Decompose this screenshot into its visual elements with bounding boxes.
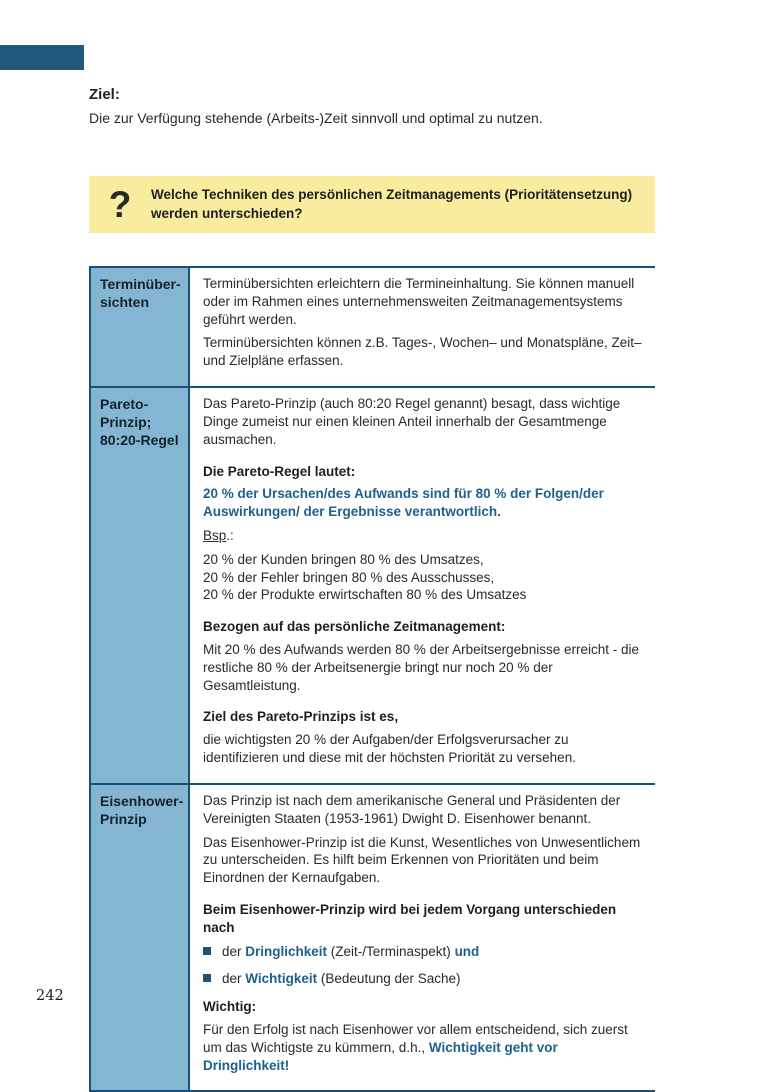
list-item <box>203 943 643 961</box>
term-line: Terminüber- <box>100 276 181 292</box>
page-number: 242 <box>36 988 64 1004</box>
definition-cell <box>190 388 655 783</box>
list-item-text: der Dringlichkeit (Zeit-/Terminaspekt) und <box>222 943 480 959</box>
paragraph: Terminübersichten können z.B. Tages-, Wochen– und Monatspläne, Zeit– und Zielpläne erfassen. <box>203 335 642 369</box>
term-cell <box>89 388 190 783</box>
sub-heading: Beim Eisenhower-Prinzip wird bei jedem Vorgang unterschieden nach <box>203 901 617 935</box>
goal-section <box>89 86 655 126</box>
term-line: Eisenhower- <box>100 792 184 809</box>
term-cell <box>89 785 190 1091</box>
paragraph: Für den Erfolg ist nach Eisenhower vor allem entscheidend, sich zuerst um das Wichtigste zu kümmern, d.h., Wichtigkeit geht vor Dringlichkeit! <box>203 1022 628 1073</box>
paragraph: Das Pareto-Prinzip (auch 80:20 Regel genannt) besagt, dass wichtige Dinge zumeist nur einen kleinen Anteil innerhalb der Gesamtmenge ausmachen. <box>203 396 621 447</box>
goal-text: Die zur Verfügung stehende (Arbeits-)Zeit sinnvoll und optimal zu nutzen. <box>89 110 543 126</box>
principles-table <box>89 266 655 1092</box>
term-line: 80:20-Regel <box>100 432 179 449</box>
definition-cell <box>190 785 655 1091</box>
bullet-square-icon <box>203 947 211 955</box>
term-line: Prinzip; <box>100 414 152 431</box>
sub-heading: Bezogen auf das persönliche Zeitmanagement: <box>203 619 506 635</box>
list-item <box>203 970 643 988</box>
page-content <box>89 86 655 1092</box>
paragraph: Das Prinzip ist nach dem amerikanische General und Präsidenten der Vereinigten Staaten (1953-1961) Dwight D. Eisenhower benannt. <box>203 792 621 826</box>
example-line: 20 % der Kunden bringen 80 % des Umsatzes, <box>203 551 484 567</box>
paragraph: Mit 20 % des Aufwands werden 80 % der Arbeitsergebnisse erreicht - die restliche 80 % der Arbeitsenergie bringt nur noch 20 % der Gesamtleistung. <box>203 642 639 693</box>
list-item-text: der Wichtigkeit (Bedeutung der Sache) <box>222 971 461 987</box>
question-box <box>89 176 655 233</box>
goal-heading: Ziel: <box>89 86 120 103</box>
term-line: sichten <box>100 294 150 311</box>
paragraph: Das Eisenhower-Prinzip ist die Kunst, Wesentliches von Unwesentlichem zu unterscheiden. Es hilft beim Erkennen von Prioritäten und beim Einordnen der Kernaufgaben. <box>203 834 641 886</box>
sub-heading: Ziel des Pareto-Prinzips ist es, <box>203 709 399 725</box>
example-label: Bsp.: <box>203 527 234 543</box>
definition-cell <box>190 268 655 386</box>
rule-statement: 20 % der Ursachen/des Aufwands sind für 80 % der Folgen/der Auswirkungen/ der Ergebnisse verantwortlich. <box>203 486 604 520</box>
question-mark-icon: ? <box>108 184 132 225</box>
example-line: 20 % der Fehler bringen 80 % des Ausschusses, <box>203 569 495 585</box>
paragraph: die wichtigsten 20 % der Aufgaben/der Erfolgsverursacher zu identifizieren und diese mit der höchsten Priorität zu versehen. <box>203 732 576 766</box>
question-text: Welche Techniken des persönlichen Zeitmanagements (Prioritätensetzung) werden unterschieden? <box>151 186 633 221</box>
sub-heading: Die Pareto-Regel lautet: <box>203 463 356 479</box>
criteria-list <box>203 943 643 989</box>
bullet-square-icon <box>203 974 211 982</box>
term-cell <box>89 268 190 386</box>
example-line: 20 % der Produkte erwirtschaften 80 % des Umsatzes <box>203 587 527 603</box>
sub-heading: Wichtig: <box>203 999 257 1015</box>
term-line: Pareto- <box>100 396 149 413</box>
table-row <box>89 388 655 785</box>
chapter-marker-bar <box>0 45 84 70</box>
table-row <box>89 268 655 388</box>
term-line: Prinzip <box>100 811 147 828</box>
table-row <box>89 785 655 1092</box>
example-list <box>203 551 643 604</box>
paragraph: Terminübersichten erleichtern die Termineinhaltung. Sie können manuell oder im Rahmen eines unternehmensweiten Zeitmanagementsystems geführt werden. <box>203 276 635 327</box>
